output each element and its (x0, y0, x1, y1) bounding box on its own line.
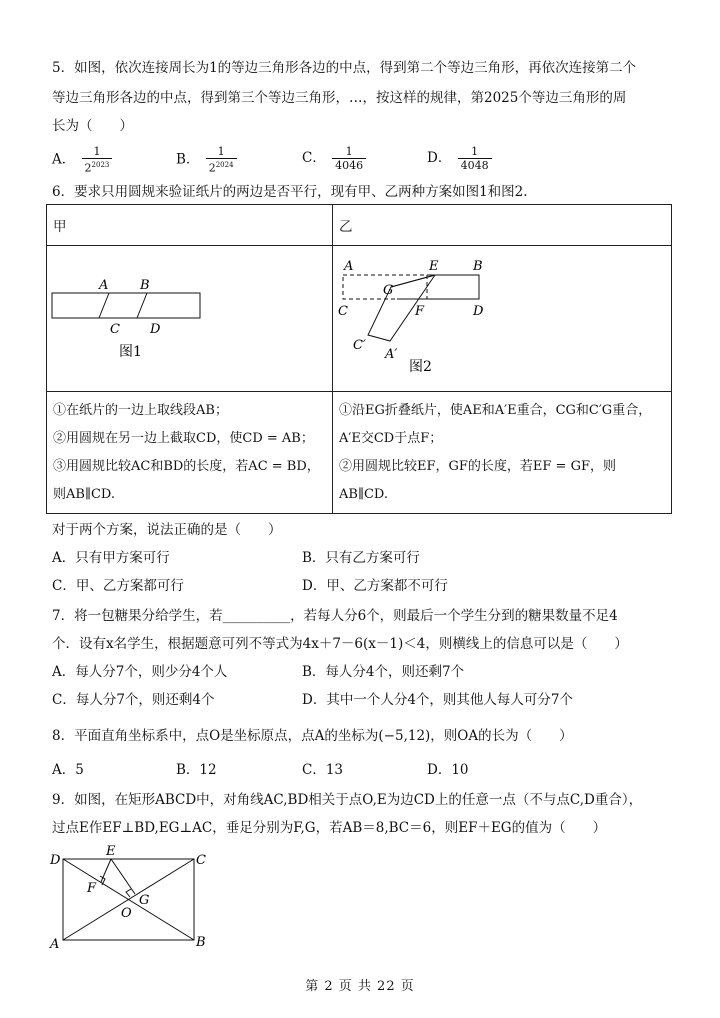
segment-bd (137, 293, 147, 318)
label-f: F (87, 881, 97, 896)
segment-ac (99, 293, 109, 318)
q6-question: 对于两个方案，说法正确的是（ ） (52, 522, 282, 538)
table-divider (47, 391, 671, 392)
figure-rectangle-abcd (46, 842, 216, 954)
plan-a-title: 甲 (53, 219, 67, 235)
label-e: E (429, 259, 439, 274)
label-b: B (196, 935, 206, 950)
plan-a-step-1: ①在纸片的一边上取线段AB； (53, 403, 228, 418)
page-footer: 第 2 页 共 22 页 (305, 979, 415, 994)
q7-line-2: 个．设有x名学生，根据题意可列不等式为4x＋7－6(x－1)＜4，则横线上的信息可以是（ ） (52, 636, 628, 652)
q5-option-d[interactable]: D． $\frac{1}{4048}$ (427, 145, 492, 172)
folded-flap (368, 275, 435, 341)
plan-table (46, 204, 672, 514)
label-o: O (121, 906, 132, 921)
plan-b-step-4: AB∥CD. (339, 487, 388, 502)
segment-ef (101, 859, 111, 882)
figure-1-caption: 图1 (119, 344, 142, 360)
q9-line-1: 9．如图，在矩形ABCD中，对角线AC,BD相关于点O,E为边CD上的任意一点（不与点C,D重合）， (52, 792, 643, 808)
label-a-prime: A′ (385, 347, 398, 362)
right-angle-mark-g (126, 889, 131, 897)
label-d: D (50, 853, 61, 868)
label-d: D (150, 322, 161, 337)
label-g: G (139, 893, 150, 908)
label-d: D (473, 304, 484, 319)
figure-2-caption: 图2 (409, 359, 432, 375)
q7-option-a[interactable]: A．每人分7个，则少分4个人 (52, 664, 228, 680)
plan-b-title: 乙 (339, 219, 353, 235)
label-a: A (344, 259, 354, 274)
q7-option-c[interactable]: C．每人分7个，则还剩4个 (52, 692, 215, 708)
paper-remaining (397, 275, 479, 299)
label-c: C (110, 322, 120, 337)
q6-option-c[interactable]: C．甲、乙方案都可行 (52, 578, 184, 594)
fraction: $\frac{1}{4046}$ (332, 145, 366, 172)
label-b: B (473, 259, 483, 274)
segment-eg (111, 859, 135, 894)
plan-b-step-3: ②用圆规比较EF，GF的长度，若EF = GF，则 (339, 459, 616, 474)
plan-b-step-2: A′E交CD于点F； (339, 431, 443, 446)
q5-line-3: 长为（ ） (52, 118, 133, 134)
paper-strip (52, 293, 200, 318)
q6-stem: 6．要求只用圆规来验证纸片的两边是否平行，现有甲、乙两种方案如图1和图2. (52, 184, 528, 200)
plan-a-step-2: ②用圆规在另一边上截取CD，使CD = AB； (53, 431, 314, 446)
fraction: $\frac{1}{2^{2024}}$ (206, 145, 237, 175)
label-e: E (106, 844, 116, 859)
label-c-prime: C′ (353, 338, 366, 353)
label-a: A (50, 937, 60, 952)
plan-a-step-3: ③用圆规比较AC和BD的长度，若AC = BD， (53, 459, 320, 474)
q7-option-b[interactable]: B．每人分4个，则还剩7个 (302, 664, 465, 680)
q8-option-b[interactable]: B．12 (176, 762, 217, 778)
figure-2 (333, 246, 671, 390)
label-a: A (99, 278, 109, 293)
label-c: C (196, 853, 206, 868)
label-f: F (415, 304, 425, 319)
fraction: $\frac{1}{2^{2023}}$ (82, 145, 113, 175)
plan-b-step-1: ①沿EG折叠纸片，使AE和A′E重合，CG和C′G重合， (339, 403, 652, 418)
q5-line-1: 5．如图，依次连接周长为1的等边三角形各边的中点，得到第二个等边三角形，再依次连接第二个 (52, 60, 637, 76)
q5-option-b[interactable]: B． $\frac{1}{2^{2024}}$ (176, 145, 237, 175)
q8-option-a[interactable]: A．5 (52, 762, 84, 778)
right-angle-mark-f (100, 876, 105, 885)
q5-option-c[interactable]: C． $\frac{1}{4046}$ (302, 145, 366, 172)
q9-line-2: 过点E作EF⊥BD,EG⊥AC，垂足分别为F,G，若AB＝8,BC＝6，则EF＋EG的值为（ ） (52, 820, 607, 836)
q7-line-1: 7．将一包糖果分给学生，若__________，若每人分6个，则最后一个学生分到的糖果数量不足4 (52, 608, 618, 624)
q7-option-d[interactable]: D．其中一个人分4个，则其他人每人可分7个 (302, 692, 574, 708)
label-c: C (338, 304, 348, 319)
q6-option-a[interactable]: A．只有甲方案可行 (52, 550, 170, 566)
figure-1 (47, 246, 331, 390)
q8-option-c[interactable]: C．13 (302, 762, 344, 778)
fraction: $\frac{1}{4048}$ (458, 145, 492, 172)
q6-option-b[interactable]: B．只有乙方案可行 (302, 550, 420, 566)
label-b: B (140, 278, 150, 293)
q8-line-1: 8．平面直角坐标系中，点O是坐标原点，点A的坐标为(−5,12)，则OA的长为（ ） (52, 728, 573, 744)
label-g: G (383, 283, 394, 298)
q8-option-d[interactable]: D．10 (427, 762, 469, 778)
q5-option-a[interactable]: A． $\frac{1}{2^{2023}}$ (52, 145, 112, 175)
q5-line-2: 等边三角形各边的中点，得到第三个等边三角形，…，按这样的规律，第2025个等边三角形的周 (52, 90, 627, 106)
q6-option-d[interactable]: D．甲、乙方案都不可行 (302, 578, 448, 594)
plan-a-step-4: 则AB∥CD. (53, 487, 115, 502)
